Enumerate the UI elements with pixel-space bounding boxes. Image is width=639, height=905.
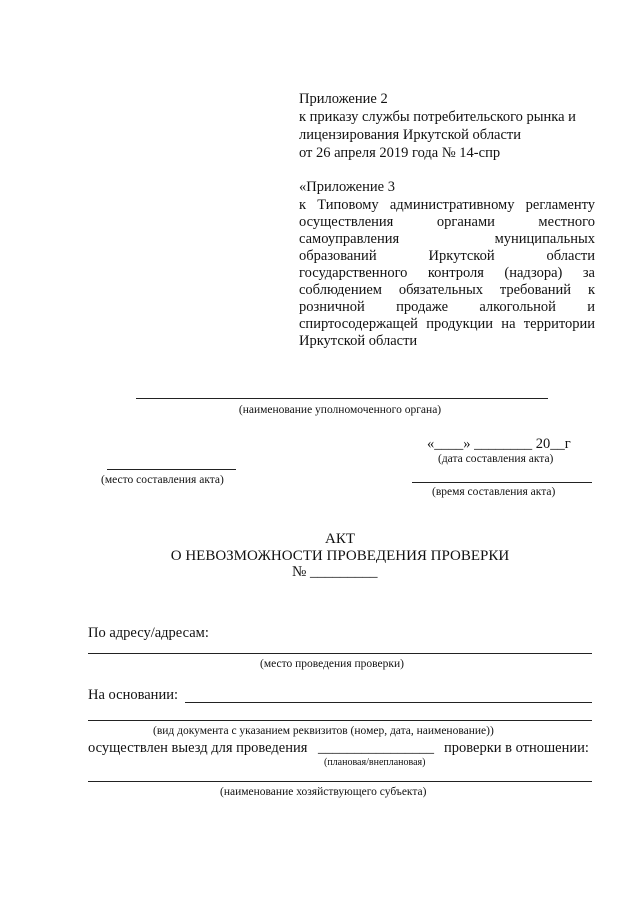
subject-line bbox=[88, 781, 592, 782]
address-line bbox=[88, 653, 592, 654]
act-time-line bbox=[412, 482, 592, 483]
appendix2-line4: от 26 апреля 2019 года № 14-спр bbox=[299, 145, 501, 161]
appendix3-line7: соблюдением обязательных требований к bbox=[299, 282, 595, 298]
address-label: По адресу/адресам: bbox=[88, 625, 209, 641]
appendix3-line3: осуществления органами местного bbox=[299, 214, 595, 230]
appendix2-line3: лицензирования Иркутской области bbox=[299, 127, 522, 143]
organ-name-caption: (наименование уполномоченного органа) bbox=[238, 404, 442, 416]
appendix3-line6: государственного контроля (надзора) за bbox=[299, 265, 595, 281]
appendix3-line1: «Приложение 3 bbox=[299, 179, 395, 195]
visit-label: осуществлен выезд для проведения bbox=[88, 740, 308, 756]
act-subtitle: О НЕВОЗМОЖНОСТИ ПРОВЕДЕНИЯ ПРОВЕРКИ bbox=[170, 548, 510, 564]
appendix2-line1: Приложение 2 bbox=[299, 91, 388, 107]
act-number: № _________ bbox=[292, 564, 378, 580]
act-date-caption: (дата составления акта) bbox=[438, 453, 554, 465]
appendix3-line8: розничной продаже алкогольной и bbox=[299, 299, 595, 315]
visit-type-blank: ________________ bbox=[318, 740, 434, 756]
appendix3-line10: Иркутской области bbox=[299, 333, 418, 349]
act-place-line bbox=[107, 469, 236, 470]
act-title: АКТ bbox=[325, 531, 355, 547]
document-caption: (вид документа с указанием реквизитов (номер, дата, наименование)) bbox=[153, 725, 494, 737]
appendix3-line2: к Типовому административному регламенту bbox=[299, 197, 595, 213]
appendix2-line2: к приказу службы потребительского рынка и bbox=[299, 109, 576, 125]
appendix3-line5: образований Иркутской области bbox=[299, 248, 595, 264]
appendix3-line9: спиртосодержащей продукции на территории bbox=[299, 316, 595, 332]
organ-name-line bbox=[136, 398, 548, 399]
act-date-line: «____» ________ 20__г bbox=[427, 436, 571, 452]
basis-label: На основании: bbox=[88, 687, 178, 703]
appendix3-line4: самоуправления муниципальных bbox=[299, 231, 595, 247]
document-line bbox=[88, 720, 592, 721]
subject-caption: (наименование хозяйствующего субъекта) bbox=[220, 786, 427, 798]
act-place-caption: (место составления акта) bbox=[101, 474, 224, 486]
visit-target-label: проверки в отношении: bbox=[444, 740, 589, 756]
planned-caption: (плановая/внеплановая) bbox=[324, 757, 426, 768]
inspection-place-caption: (место проведения проверки) bbox=[260, 658, 404, 670]
basis-line bbox=[185, 702, 592, 703]
act-time-caption: (время составления акта) bbox=[432, 486, 556, 498]
